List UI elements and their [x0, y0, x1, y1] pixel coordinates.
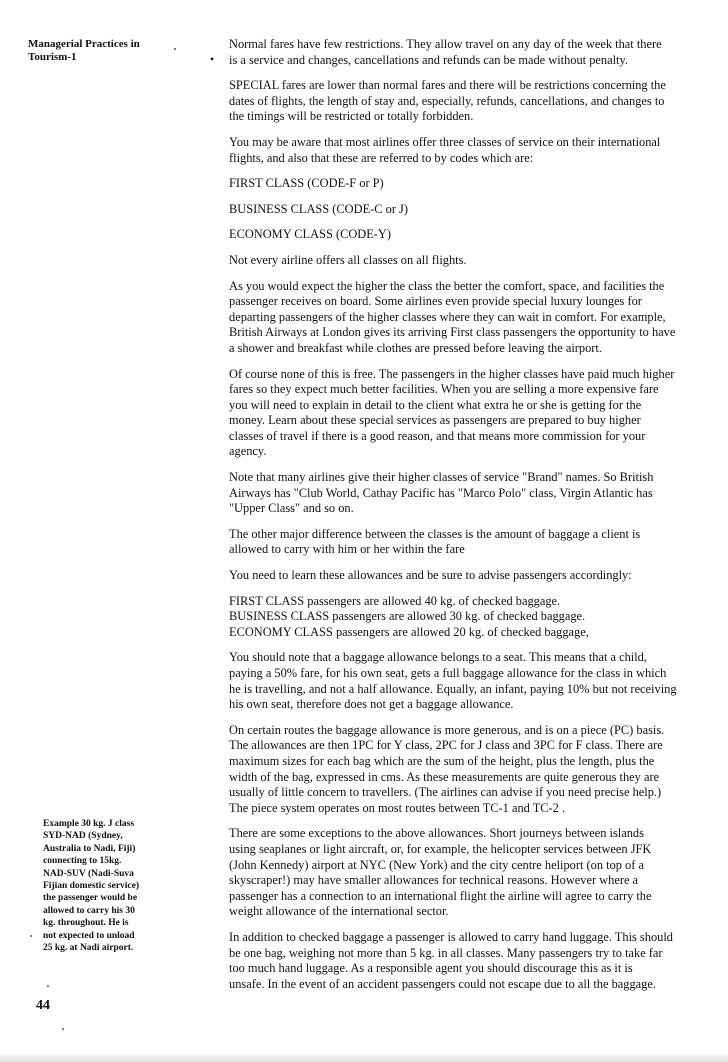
text-line: passenger has a connection to an international flight the airline will agree to carry the [229, 888, 652, 903]
text-line: (John Kennedy) airport at NYC (New York) and the city centre heliport (on top of a [229, 857, 644, 872]
text-line: kg. throughout. He is [43, 918, 129, 929]
text-line: width of the bag, expressed in cms. As these measurements are quite generous they are [229, 769, 660, 784]
page-number: 44 [36, 998, 50, 1013]
paragraph [229, 78, 699, 125]
paragraph [229, 202, 699, 218]
paragraph [229, 594, 699, 641]
text-line: FIRST CLASS (CODE-F or P) [229, 176, 384, 191]
paragraph [229, 135, 699, 166]
text-line: You may be aware that most airlines offer three classes of service on their international [229, 134, 661, 149]
text-line: Not every airline offers all classes on all flights. [229, 252, 467, 267]
text-line: SYD-NAD (Sydney, [43, 831, 123, 842]
paragraph [229, 367, 699, 461]
text-line: maximum sizes for each bag which are the sum of the height, plus the length, plus the [229, 753, 655, 768]
text-line: You need to learn these allowances and be sure to advise passengers accordingly: [229, 568, 632, 583]
paragraph [229, 279, 699, 357]
text-line: Airways has "Club World, Cathay Pacific has "Marco Polo" class, Virgin Atlantic has [229, 485, 653, 500]
scan-speck [174, 48, 176, 50]
text-line: There are some exceptions to the above allowances. Short journeys between islands [229, 826, 644, 841]
text-line: SPECIAL fares are lower than normal fares and there will be restrictions concerning the [229, 78, 666, 93]
paragraph [229, 176, 699, 192]
text-line: On certain routes the baggage allowance is more generous, and is on a piece (PC) basis. [229, 722, 665, 737]
text-line: is a service and changes, cancellations and refunds can be made without penalty. [229, 52, 628, 67]
text-line: "Upper Class" and so on. [229, 501, 354, 516]
page-bottom-edge [0, 1055, 728, 1062]
text-line: As you would expect the higher the class the better the comfort, space, and facilities the [229, 278, 665, 293]
text-line: unsafe. In the event of an accident passengers could not escape due to all the baggage. [229, 976, 656, 991]
main-text-column [229, 37, 699, 1002]
text-line: ECONOMY CLASS (CODE-Y) [229, 227, 391, 242]
text-line: In addition to checked baggage a passenger is allowed to carry hand luggage. This should [229, 929, 673, 944]
text-line: ECONOMY CLASS passengers are allowed 20 kg. of checked baggage, [229, 624, 589, 639]
text-line: British Airways at London gives its arriving First class passengers the opportunity to have [229, 325, 676, 340]
text-line: money. Learn about these special services as passengers are prepared to buy higher [229, 413, 641, 428]
text-line: connecting to 15kg. [43, 856, 122, 867]
text-line: agency. [229, 444, 267, 459]
text-line: paying a 50% fare, for his own seat, gets a full baggage allowance for the class in which [229, 666, 667, 680]
paragraph [229, 826, 699, 920]
text-line: his own seat, therefore does not get a baggage allowance. [229, 697, 514, 712]
text-line: a shower and breakfast while clothes are pressed before leaving the airport. [229, 340, 602, 355]
paragraph [229, 723, 699, 817]
text-line: NAD-SUV (Nadi-Suva [43, 868, 134, 879]
scan-speck [62, 1028, 64, 1030]
paragraph [229, 650, 699, 712]
paragraph [229, 470, 699, 517]
text-line: BUSINESS CLASS (CODE-C or J) [229, 201, 408, 216]
text-line: weight allowance of the international sector. [229, 904, 449, 919]
paragraph [229, 568, 699, 584]
text-line: too much hand luggage. As a responsible agent you should discourage this as it is [229, 961, 633, 976]
text-line: allowed to carry with him or her within the fare [229, 542, 465, 557]
paragraph [229, 37, 699, 68]
text-line: the passenger would be [43, 893, 138, 904]
text-line: Normal fares have few restrictions. They allow travel on any day of the week that there [229, 37, 662, 51]
bullet-mark: • [210, 52, 215, 66]
text-line: 25 kg. at Nadi airport. [43, 943, 134, 954]
text-line: The allowances are then 1PC for Y class, 2PC for J class and 3PC for F class. There are [229, 738, 663, 753]
text-line: passenger receives on board. Some airlines even provide special luxury lounges for [229, 294, 642, 309]
text-line: Of course none of this is free. The passengers in the higher classes have paid much higher [229, 366, 675, 381]
paragraph [229, 930, 699, 992]
text-line: Fijian domestic service) [43, 881, 140, 892]
text-line: Note that many airlines give their higher classes of service "Brand" names. So British [229, 470, 654, 485]
text-line: be one bag, weighing not more than 5 kg. in all classes. Many passengers try to take far [229, 945, 663, 960]
text-line: using seaplanes or light aircraft, or, for example, the helicopter services between JFK [229, 841, 652, 856]
text-line: BUSINESS CLASS passengers are allowed 30 kg. of checked baggage. [229, 609, 586, 624]
text-line: You should note that a baggage allowance belongs to a seat. This means that a child, [229, 650, 647, 665]
running-header [28, 38, 158, 64]
text-line: The other major difference between the classes is the amount of baggage a client is [229, 526, 641, 541]
margin-note [43, 818, 213, 954]
text-line: usually of little concern to travellers. (The airlines can advise if you need precise help.) [229, 785, 662, 800]
text-line: you will need to explain in detail to the client what extra he or she is getting for the [229, 397, 642, 412]
text-line: not expected to unload [43, 930, 135, 941]
text-line: fares so they expect much better facilities. When you are selling a more expensive fare [229, 382, 659, 397]
text-line: Example 30 kg. J class [43, 819, 135, 829]
paragraph [229, 527, 699, 558]
text-line: dates of flights, the length of stay and, especially, refunds, cancellations, and changes to [229, 93, 665, 108]
header-line: Managerial Practices in [28, 38, 140, 50]
scan-speck [47, 985, 49, 987]
text-line: Australia to Nadi, Fiji) [43, 843, 136, 854]
text-line: departing passengers of the higher classes where they can wait in comfort. For example, [229, 309, 666, 324]
text-line: FIRST CLASS passengers are allowed 40 kg. of checked baggage. [229, 593, 561, 608]
paragraph [229, 227, 699, 243]
paragraph [229, 253, 699, 269]
text-line: skyscraper!) may have smaller allowances for technical reasons. However where a [229, 873, 639, 888]
text-line: the timings will be restricted or totally forbidden. [229, 109, 474, 124]
text-line: classes of travel if there is a good reason, and that means more commission for your [229, 428, 646, 443]
text-line: he is travelling, and not a half allowance. Equally, an infant, paying 10% but not receiving [229, 681, 677, 696]
header-line: Tourism-1 [28, 51, 77, 63]
scan-speck [30, 935, 32, 937]
text-line: The piece system operates on most routes between TC-1 and TC-2 . [229, 800, 566, 815]
text-line: allowed to carry his 30 [43, 905, 135, 916]
text-line: flights, and also that these are referred to by codes which are: [229, 150, 534, 165]
